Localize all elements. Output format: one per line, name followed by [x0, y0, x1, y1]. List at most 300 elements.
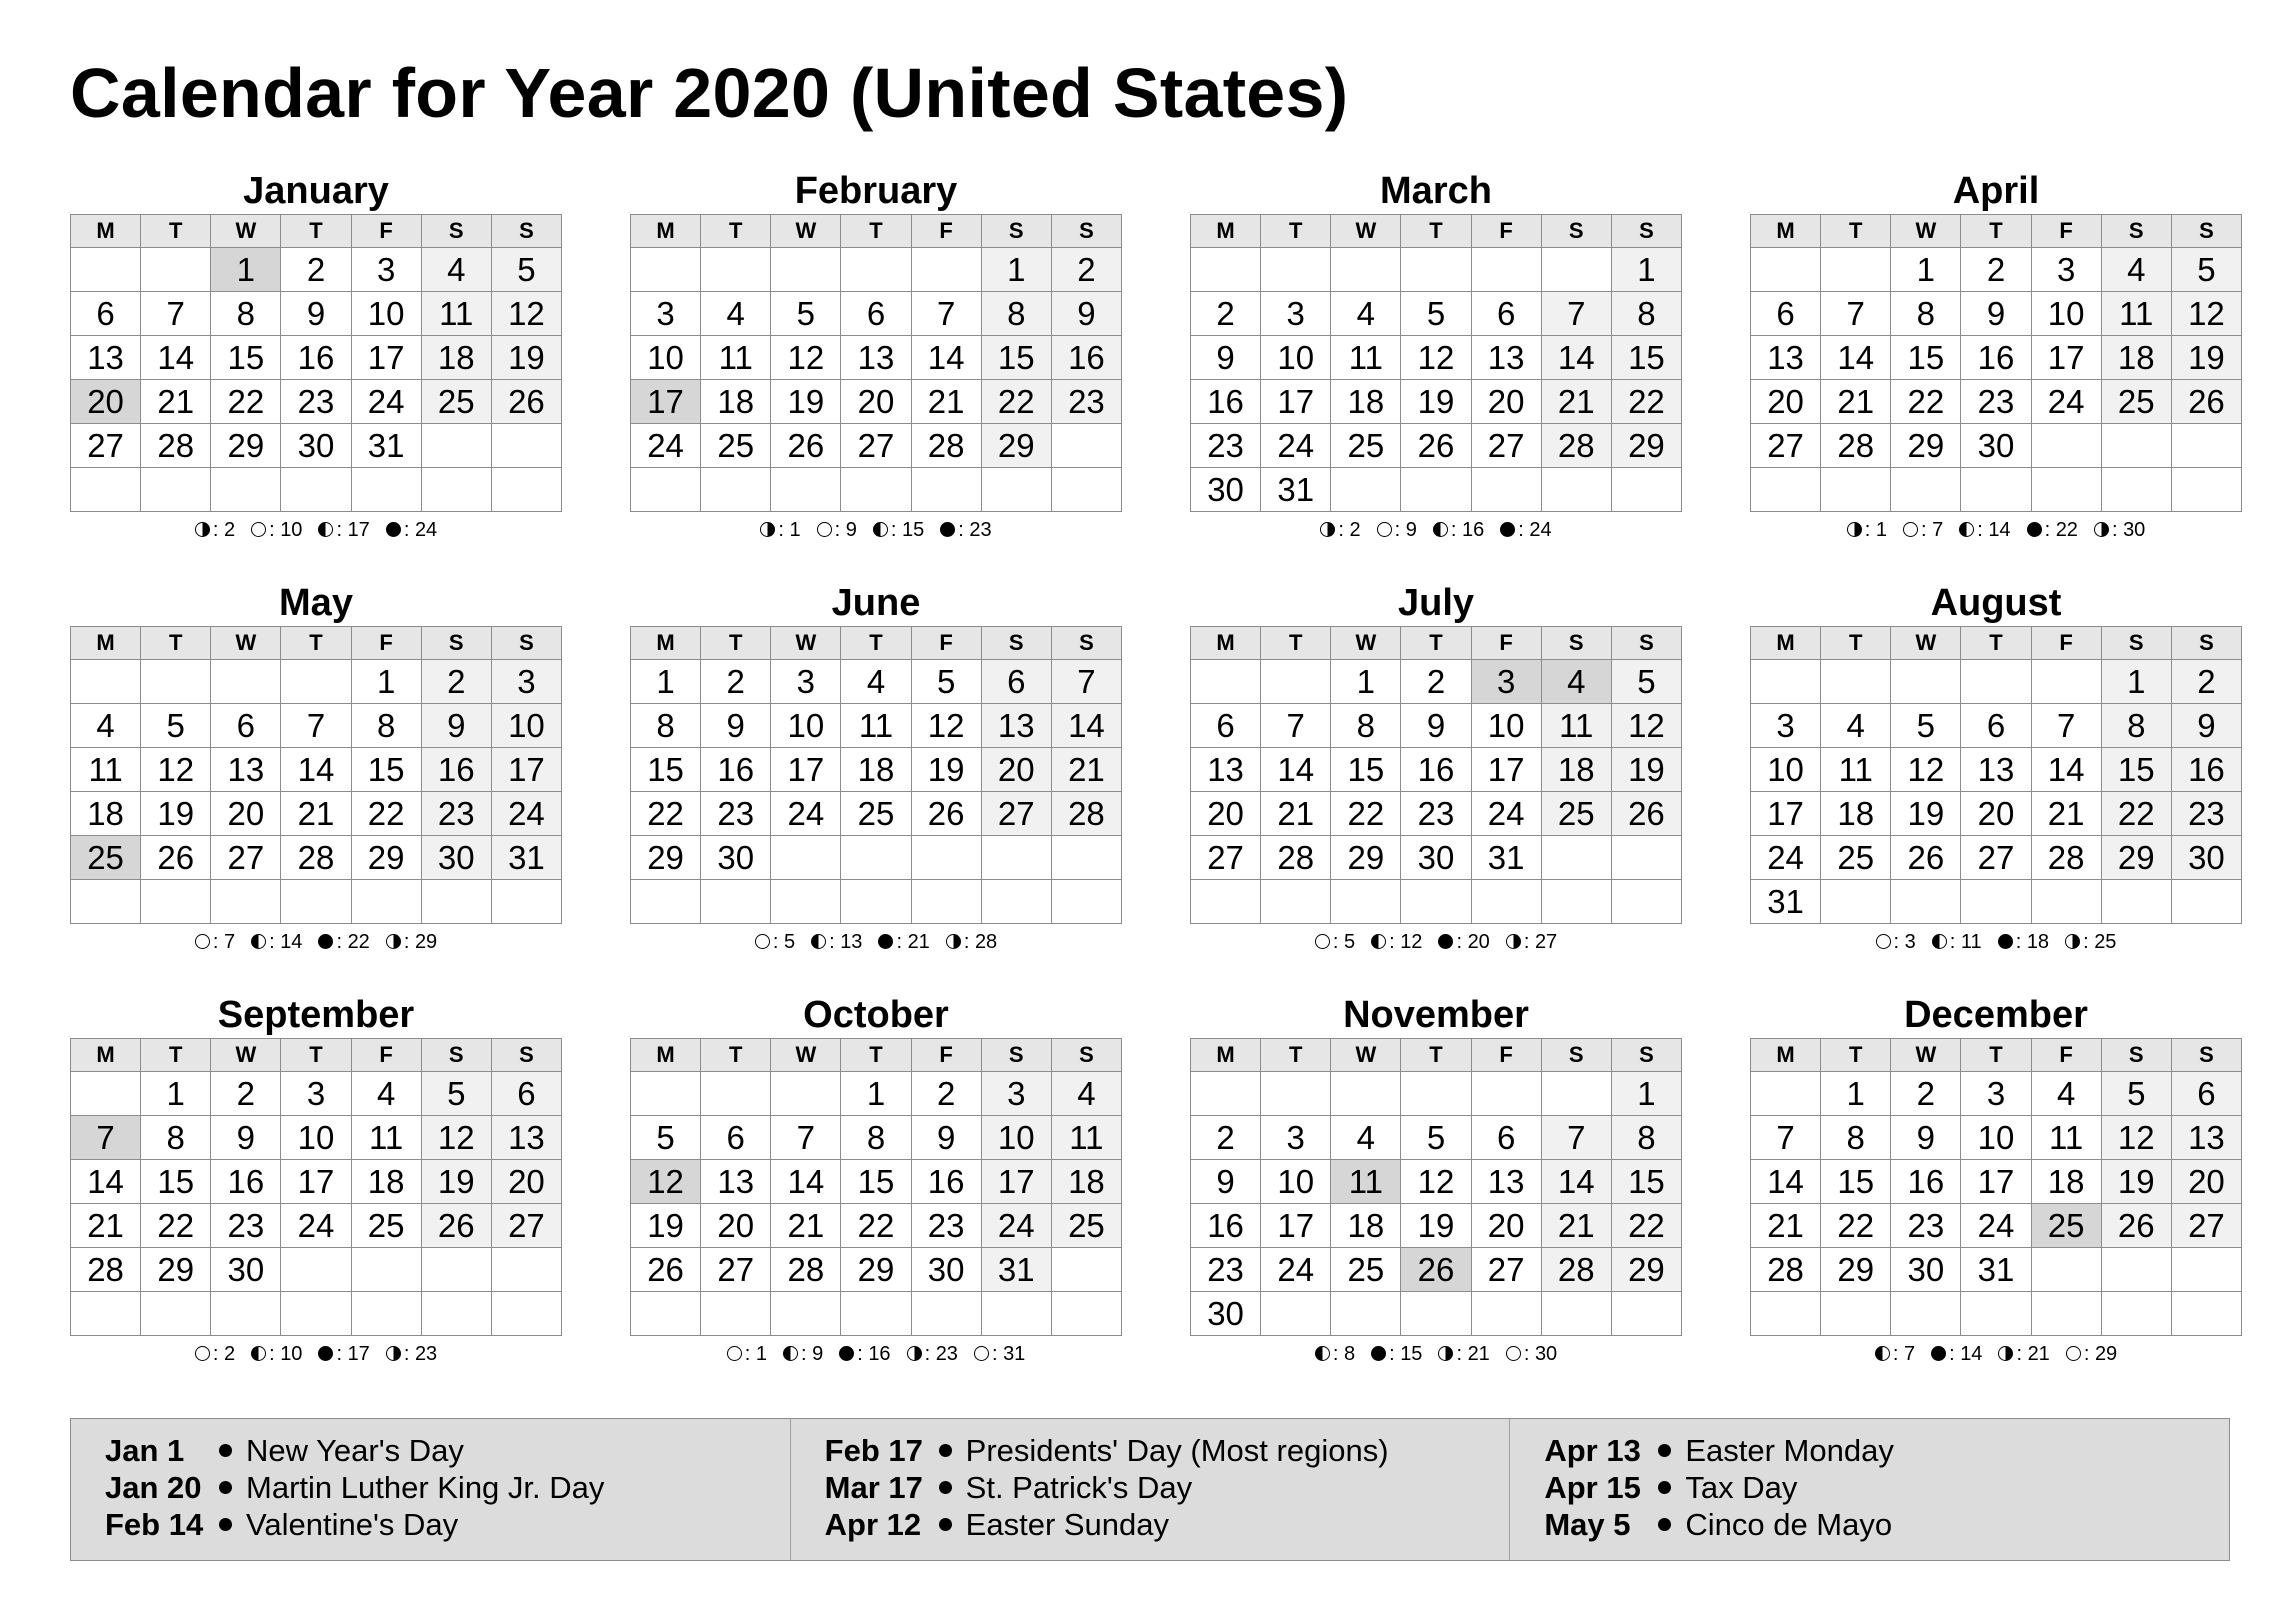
day-cell: 7 — [141, 292, 211, 336]
day-cell: 13 — [1191, 748, 1261, 792]
new-moon-icon — [878, 934, 893, 949]
day-cell: 19 — [911, 748, 981, 792]
day-cell: 12 — [1401, 1160, 1471, 1204]
moon-separator: : — [1332, 931, 1344, 953]
moon-phase-day: 5 — [1343, 931, 1356, 953]
full-moon-icon — [251, 522, 266, 537]
day-cell: 25 — [351, 1204, 421, 1248]
moon-phase-day: 22 — [2055, 519, 2078, 541]
week-row — [631, 1204, 1122, 1248]
first-quarter-moon-icon — [1847, 522, 1862, 537]
day-cell: 13 — [1471, 1160, 1541, 1204]
day-cell: 10 — [2031, 292, 2101, 336]
moon-separator: : — [2016, 1343, 2028, 1365]
day-cell: 7 — [71, 1116, 141, 1160]
day-cell: 4 — [1821, 704, 1891, 748]
day-cell: 22 — [2101, 792, 2171, 836]
weekday-header: M — [1191, 627, 1261, 660]
day-cell: 19 — [1611, 748, 1681, 792]
day-cell: 26 — [1611, 792, 1681, 836]
day-cell: 8 — [1891, 292, 1961, 336]
week-row — [631, 1116, 1122, 1160]
moon-phase-day: 27 — [1534, 931, 1558, 953]
week-row — [71, 704, 562, 748]
day-cell: 13 — [981, 704, 1051, 748]
day-cell: 5 — [2171, 248, 2241, 292]
day-cell: 30 — [1191, 1292, 1261, 1336]
day-cell: 30 — [1191, 468, 1261, 512]
weekday-header: S — [421, 627, 491, 660]
moon-phase-day: 28 — [974, 931, 998, 953]
moon-phase-item — [386, 512, 437, 548]
day-cell: 12 — [911, 704, 981, 748]
day-cell: 22 — [1611, 1204, 1681, 1248]
moon-separator: : — [1332, 1343, 1344, 1365]
empty-cell — [2171, 880, 2241, 924]
day-cell: 22 — [981, 380, 1051, 424]
day-cell: 29 — [141, 1248, 211, 1292]
day-cell: 1 — [1891, 248, 1961, 292]
day-cell: 21 — [71, 1204, 141, 1248]
week-row — [71, 248, 562, 292]
day-cell: 9 — [1191, 1160, 1261, 1204]
day-cell: 8 — [2101, 704, 2171, 748]
empty-cell — [2101, 468, 2171, 512]
day-cell: 27 — [211, 836, 281, 880]
holiday-name: Martin Luther King Jr. Day — [246, 1470, 605, 1505]
holiday-entry — [105, 1469, 790, 1506]
day-cell: 26 — [1401, 1248, 1471, 1292]
empty-cell — [1751, 248, 1821, 292]
moon-phase-day: 18 — [2026, 931, 2050, 953]
week-row — [1751, 792, 2242, 836]
weekday-header: M — [71, 627, 141, 660]
month-name: October — [803, 994, 949, 1036]
empty-cell — [491, 1248, 561, 1292]
weekday-header: S — [2171, 627, 2241, 660]
full-moon-icon — [974, 1346, 989, 1361]
moon-phase-item — [1903, 512, 1943, 548]
day-cell: 29 — [631, 836, 701, 880]
day-cell: 11 — [2101, 292, 2171, 336]
empty-cell — [911, 880, 981, 924]
day-cell: 29 — [1821, 1248, 1891, 1292]
holiday-entry — [825, 1432, 1510, 1469]
full-moon-icon — [195, 934, 210, 949]
moon-separator: : — [1389, 1343, 1401, 1365]
weekday-header: T — [1961, 215, 2031, 248]
day-cell: 19 — [1401, 1204, 1471, 1248]
day-cell: 22 — [351, 792, 421, 836]
day-cell: 19 — [141, 792, 211, 836]
holiday-name: Tax Day — [1685, 1470, 1798, 1505]
month-august — [1750, 580, 2242, 960]
full-moon-icon — [1315, 934, 1330, 949]
day-cell: 3 — [491, 660, 561, 704]
empty-cell — [981, 1292, 1051, 1336]
day-cell: 8 — [631, 704, 701, 748]
day-cell: 28 — [1051, 792, 1121, 836]
day-cell: 2 — [701, 660, 771, 704]
day-cell: 26 — [1891, 836, 1961, 880]
empty-cell — [1401, 1292, 1471, 1336]
day-cell: 15 — [1611, 336, 1681, 380]
day-cell: 29 — [2101, 836, 2171, 880]
weekday-header: T — [1401, 627, 1471, 660]
weekday-header: S — [1051, 215, 1121, 248]
empty-cell — [1331, 1292, 1401, 1336]
weekday-header: S — [1541, 1039, 1611, 1072]
day-cell: 14 — [1261, 748, 1331, 792]
empty-cell — [2031, 424, 2101, 468]
day-cell: 9 — [1191, 336, 1261, 380]
moon-phase-item — [2094, 512, 2145, 548]
holiday-column — [790, 1419, 1510, 1560]
moon-separator: : — [403, 931, 415, 953]
month-january — [70, 168, 562, 548]
empty-cell — [1331, 468, 1401, 512]
day-cell: 14 — [71, 1160, 141, 1204]
moon-separator: : — [2083, 1343, 2095, 1365]
empty-cell — [1331, 880, 1401, 924]
week-row — [71, 424, 562, 468]
new-moon-icon — [1931, 1346, 1946, 1361]
first-quarter-moon-icon — [907, 1346, 922, 1361]
empty-cell — [281, 1292, 351, 1336]
moon-phase-day: 21 — [2027, 1343, 2050, 1365]
day-cell: 20 — [1751, 380, 1821, 424]
last-quarter-moon-icon — [1315, 1346, 1330, 1361]
day-cell: 22 — [1891, 380, 1961, 424]
day-cell: 23 — [1191, 1248, 1261, 1292]
empty-cell — [1961, 1292, 2031, 1336]
day-cell: 27 — [701, 1248, 771, 1292]
week-row — [1191, 468, 1682, 512]
day-cell: 3 — [2031, 248, 2101, 292]
day-cell: 4 — [1331, 292, 1401, 336]
moon-phase-day: 5 — [783, 931, 796, 953]
day-cell: 29 — [1611, 424, 1681, 468]
empty-cell — [2101, 880, 2171, 924]
day-cell: 14 — [1541, 1160, 1611, 1204]
holiday-date: Feb 14 — [105, 1507, 204, 1542]
day-cell: 24 — [981, 1204, 1051, 1248]
day-cell: 6 — [211, 704, 281, 748]
day-cell: 28 — [1541, 424, 1611, 468]
new-moon-icon — [1438, 934, 1453, 949]
weekday-header: S — [2171, 215, 2241, 248]
day-cell: 25 — [701, 424, 771, 468]
empty-cell — [771, 1072, 841, 1116]
day-cell: 22 — [841, 1204, 911, 1248]
empty-cell — [351, 1292, 421, 1336]
moon-phase-item — [1371, 924, 1422, 960]
day-cell: 23 — [421, 792, 491, 836]
empty-cell — [1961, 880, 2031, 924]
empty-cell — [1261, 660, 1331, 704]
day-cell: 27 — [981, 792, 1051, 836]
day-cell: 31 — [491, 836, 561, 880]
day-cell: 5 — [2101, 1072, 2171, 1116]
day-cell: 30 — [701, 836, 771, 880]
day-cell: 23 — [1891, 1204, 1961, 1248]
holiday-name: Easter Monday — [1685, 1433, 1894, 1468]
day-cell: 26 — [2101, 1204, 2171, 1248]
day-cell: 10 — [771, 704, 841, 748]
day-cell: 15 — [1331, 748, 1401, 792]
day-cell: 26 — [141, 836, 211, 880]
weekday-header: F — [351, 627, 421, 660]
empty-cell — [1261, 880, 1331, 924]
weekday-header: S — [1541, 627, 1611, 660]
day-cell: 18 — [421, 336, 491, 380]
empty-cell — [2171, 1248, 2241, 1292]
moon-phase-day: 2 — [223, 519, 236, 541]
empty-cell — [1611, 468, 1681, 512]
week-row — [1751, 836, 2242, 880]
weekday-header: T — [841, 1039, 911, 1072]
day-cell: 20 — [841, 380, 911, 424]
day-cell: 28 — [141, 424, 211, 468]
day-cell: 17 — [1471, 748, 1541, 792]
day-cell: 27 — [841, 424, 911, 468]
empty-cell — [1821, 248, 1891, 292]
day-cell: 11 — [421, 292, 491, 336]
day-cell: 11 — [1051, 1116, 1121, 1160]
week-row — [1751, 748, 2242, 792]
empty-cell — [911, 836, 981, 880]
day-cell: 5 — [1401, 1116, 1471, 1160]
day-cell: 6 — [981, 660, 1051, 704]
moon-phases — [70, 1336, 562, 1372]
day-cell: 1 — [631, 660, 701, 704]
day-cell: 17 — [631, 380, 701, 424]
week-row — [71, 336, 562, 380]
day-cell: 19 — [631, 1204, 701, 1248]
day-cell: 11 — [71, 748, 141, 792]
week-row — [1751, 1292, 2242, 1336]
empty-cell — [1541, 1072, 1611, 1116]
moon-separator: : — [1523, 931, 1535, 953]
holiday-entry — [1544, 1469, 2229, 1506]
week-row — [631, 880, 1122, 924]
new-moon-icon — [1998, 934, 2013, 949]
moon-separator: : — [336, 931, 348, 953]
moon-phases — [630, 924, 1122, 960]
empty-cell — [2031, 1248, 2101, 1292]
day-cell: 24 — [631, 424, 701, 468]
holiday-entry — [1544, 1506, 2229, 1543]
day-cell: 14 — [141, 336, 211, 380]
month-name: December — [1904, 994, 2088, 1036]
day-cell: 24 — [1261, 424, 1331, 468]
empty-cell — [1051, 836, 1121, 880]
day-cell: 14 — [1051, 704, 1121, 748]
moon-phase-day: 24 — [414, 519, 438, 541]
day-cell: 13 — [701, 1160, 771, 1204]
day-cell: 22 — [631, 792, 701, 836]
weekday-header: T — [701, 627, 771, 660]
moon-phase-item — [195, 512, 235, 548]
moon-phase-day: 9 — [845, 519, 857, 541]
month-may — [70, 580, 562, 960]
day-cell: 10 — [351, 292, 421, 336]
moon-phase-day: 10 — [280, 519, 303, 541]
week-row — [1751, 1204, 2242, 1248]
day-cell: 19 — [491, 336, 561, 380]
empty-cell — [631, 1072, 701, 1116]
day-cell: 15 — [2101, 748, 2171, 792]
new-moon-icon — [2027, 522, 2042, 537]
day-cell: 18 — [1331, 1204, 1401, 1248]
empty-cell — [1541, 248, 1611, 292]
moon-phase-item — [386, 924, 437, 960]
day-cell: 20 — [1961, 792, 2031, 836]
empty-cell — [1191, 660, 1261, 704]
day-cell: 23 — [911, 1204, 981, 1248]
day-cell: 14 — [911, 336, 981, 380]
empty-cell — [351, 880, 421, 924]
day-cell: 21 — [2031, 792, 2101, 836]
empty-cell — [701, 248, 771, 292]
day-cell: 26 — [491, 380, 561, 424]
moon-separator: : — [800, 1343, 813, 1365]
day-cell: 29 — [1611, 1248, 1681, 1292]
week-row — [1191, 1116, 1682, 1160]
week-row — [631, 660, 1122, 704]
month-table — [70, 214, 562, 512]
day-cell: 15 — [1891, 336, 1961, 380]
weekday-header: S — [981, 1039, 1051, 1072]
day-cell: 20 — [1471, 380, 1541, 424]
day-cell: 9 — [421, 704, 491, 748]
day-cell: 7 — [2031, 704, 2101, 748]
day-cell: 18 — [71, 792, 141, 836]
day-cell: 24 — [281, 1204, 351, 1248]
week-row — [631, 1292, 1122, 1336]
day-cell: 10 — [1751, 748, 1821, 792]
day-cell: 12 — [1401, 336, 1471, 380]
moon-phase-item — [1315, 1336, 1355, 1372]
day-cell: 12 — [421, 1116, 491, 1160]
moon-separator: : — [1523, 1343, 1535, 1365]
weekday-header: S — [1051, 1039, 1121, 1072]
day-cell: 27 — [491, 1204, 561, 1248]
moon-phase-day: 10 — [280, 1343, 303, 1365]
week-row — [1191, 792, 1682, 836]
empty-cell — [1471, 468, 1541, 512]
moon-separator: : — [212, 931, 224, 953]
day-cell: 23 — [1191, 424, 1261, 468]
day-cell: 16 — [701, 748, 771, 792]
bullet-icon — [939, 1518, 952, 1531]
full-moon-icon — [1903, 522, 1918, 537]
day-cell: 19 — [421, 1160, 491, 1204]
weekday-header: M — [71, 215, 141, 248]
day-cell: 19 — [2101, 1160, 2171, 1204]
empty-cell — [2031, 1292, 2101, 1336]
moon-phase-day: 17 — [347, 519, 370, 541]
day-cell: 28 — [1821, 424, 1891, 468]
empty-cell — [1541, 880, 1611, 924]
day-cell: 4 — [421, 248, 491, 292]
day-cell: 23 — [1051, 380, 1121, 424]
empty-cell — [1471, 880, 1541, 924]
moon-phase-item — [727, 1336, 767, 1372]
day-cell: 12 — [141, 748, 211, 792]
weekday-header: S — [491, 627, 561, 660]
empty-cell — [211, 1292, 281, 1336]
weekday-header: T — [281, 1039, 351, 1072]
moon-phase-item — [783, 1336, 823, 1372]
day-cell: 1 — [1611, 248, 1681, 292]
moon-phase-item — [1320, 512, 1360, 548]
holiday-legend — [70, 1418, 2230, 1561]
weekday-header: F — [911, 1039, 981, 1072]
day-cell: 3 — [351, 248, 421, 292]
weekday-header: M — [71, 1039, 141, 1072]
day-cell: 9 — [1051, 292, 1121, 336]
day-cell: 17 — [281, 1160, 351, 1204]
new-moon-icon — [318, 934, 333, 949]
bullet-icon — [219, 1518, 232, 1531]
day-cell: 21 — [911, 380, 981, 424]
day-cell: 26 — [2171, 380, 2241, 424]
day-cell: 6 — [491, 1072, 561, 1116]
day-cell: 8 — [981, 292, 1051, 336]
empty-cell — [421, 880, 491, 924]
empty-cell — [2171, 1292, 2241, 1336]
day-cell: 18 — [2031, 1160, 2101, 1204]
day-cell: 2 — [1401, 660, 1471, 704]
empty-cell — [1051, 1292, 1121, 1336]
day-cell: 19 — [1401, 380, 1471, 424]
week-row — [1751, 424, 2242, 468]
day-cell: 6 — [1471, 292, 1541, 336]
weekday-header: T — [1821, 627, 1891, 660]
empty-cell — [701, 1072, 771, 1116]
day-cell: 17 — [351, 336, 421, 380]
last-quarter-moon-icon — [1433, 522, 1448, 537]
weekday-header: S — [1611, 1039, 1681, 1072]
moon-phase-item — [1438, 924, 1489, 960]
day-cell: 29 — [841, 1248, 911, 1292]
moon-phase-day: 17 — [347, 1343, 370, 1365]
empty-cell — [1541, 836, 1611, 880]
week-row — [1751, 880, 2242, 924]
first-quarter-moon-icon — [2065, 934, 2080, 949]
moon-phase-item — [755, 924, 795, 960]
day-cell: 3 — [1471, 660, 1541, 704]
day-cell: 31 — [981, 1248, 1051, 1292]
moon-phase-day: 29 — [414, 931, 438, 953]
day-cell: 11 — [1331, 336, 1401, 380]
empty-cell — [981, 880, 1051, 924]
day-cell: 19 — [771, 380, 841, 424]
empty-cell — [141, 248, 211, 292]
weekday-header: W — [771, 1039, 841, 1072]
empty-cell — [491, 468, 561, 512]
moon-phase-day: 23 — [935, 1343, 958, 1365]
empty-cell — [981, 468, 1051, 512]
empty-cell — [1331, 248, 1401, 292]
moon-separator: : — [857, 1343, 869, 1365]
day-cell: 17 — [981, 1160, 1051, 1204]
empty-cell — [1751, 1292, 1821, 1336]
moon-phase-day: 25 — [2094, 931, 2117, 953]
day-cell: 30 — [1401, 836, 1471, 880]
empty-cell — [1891, 1292, 1961, 1336]
